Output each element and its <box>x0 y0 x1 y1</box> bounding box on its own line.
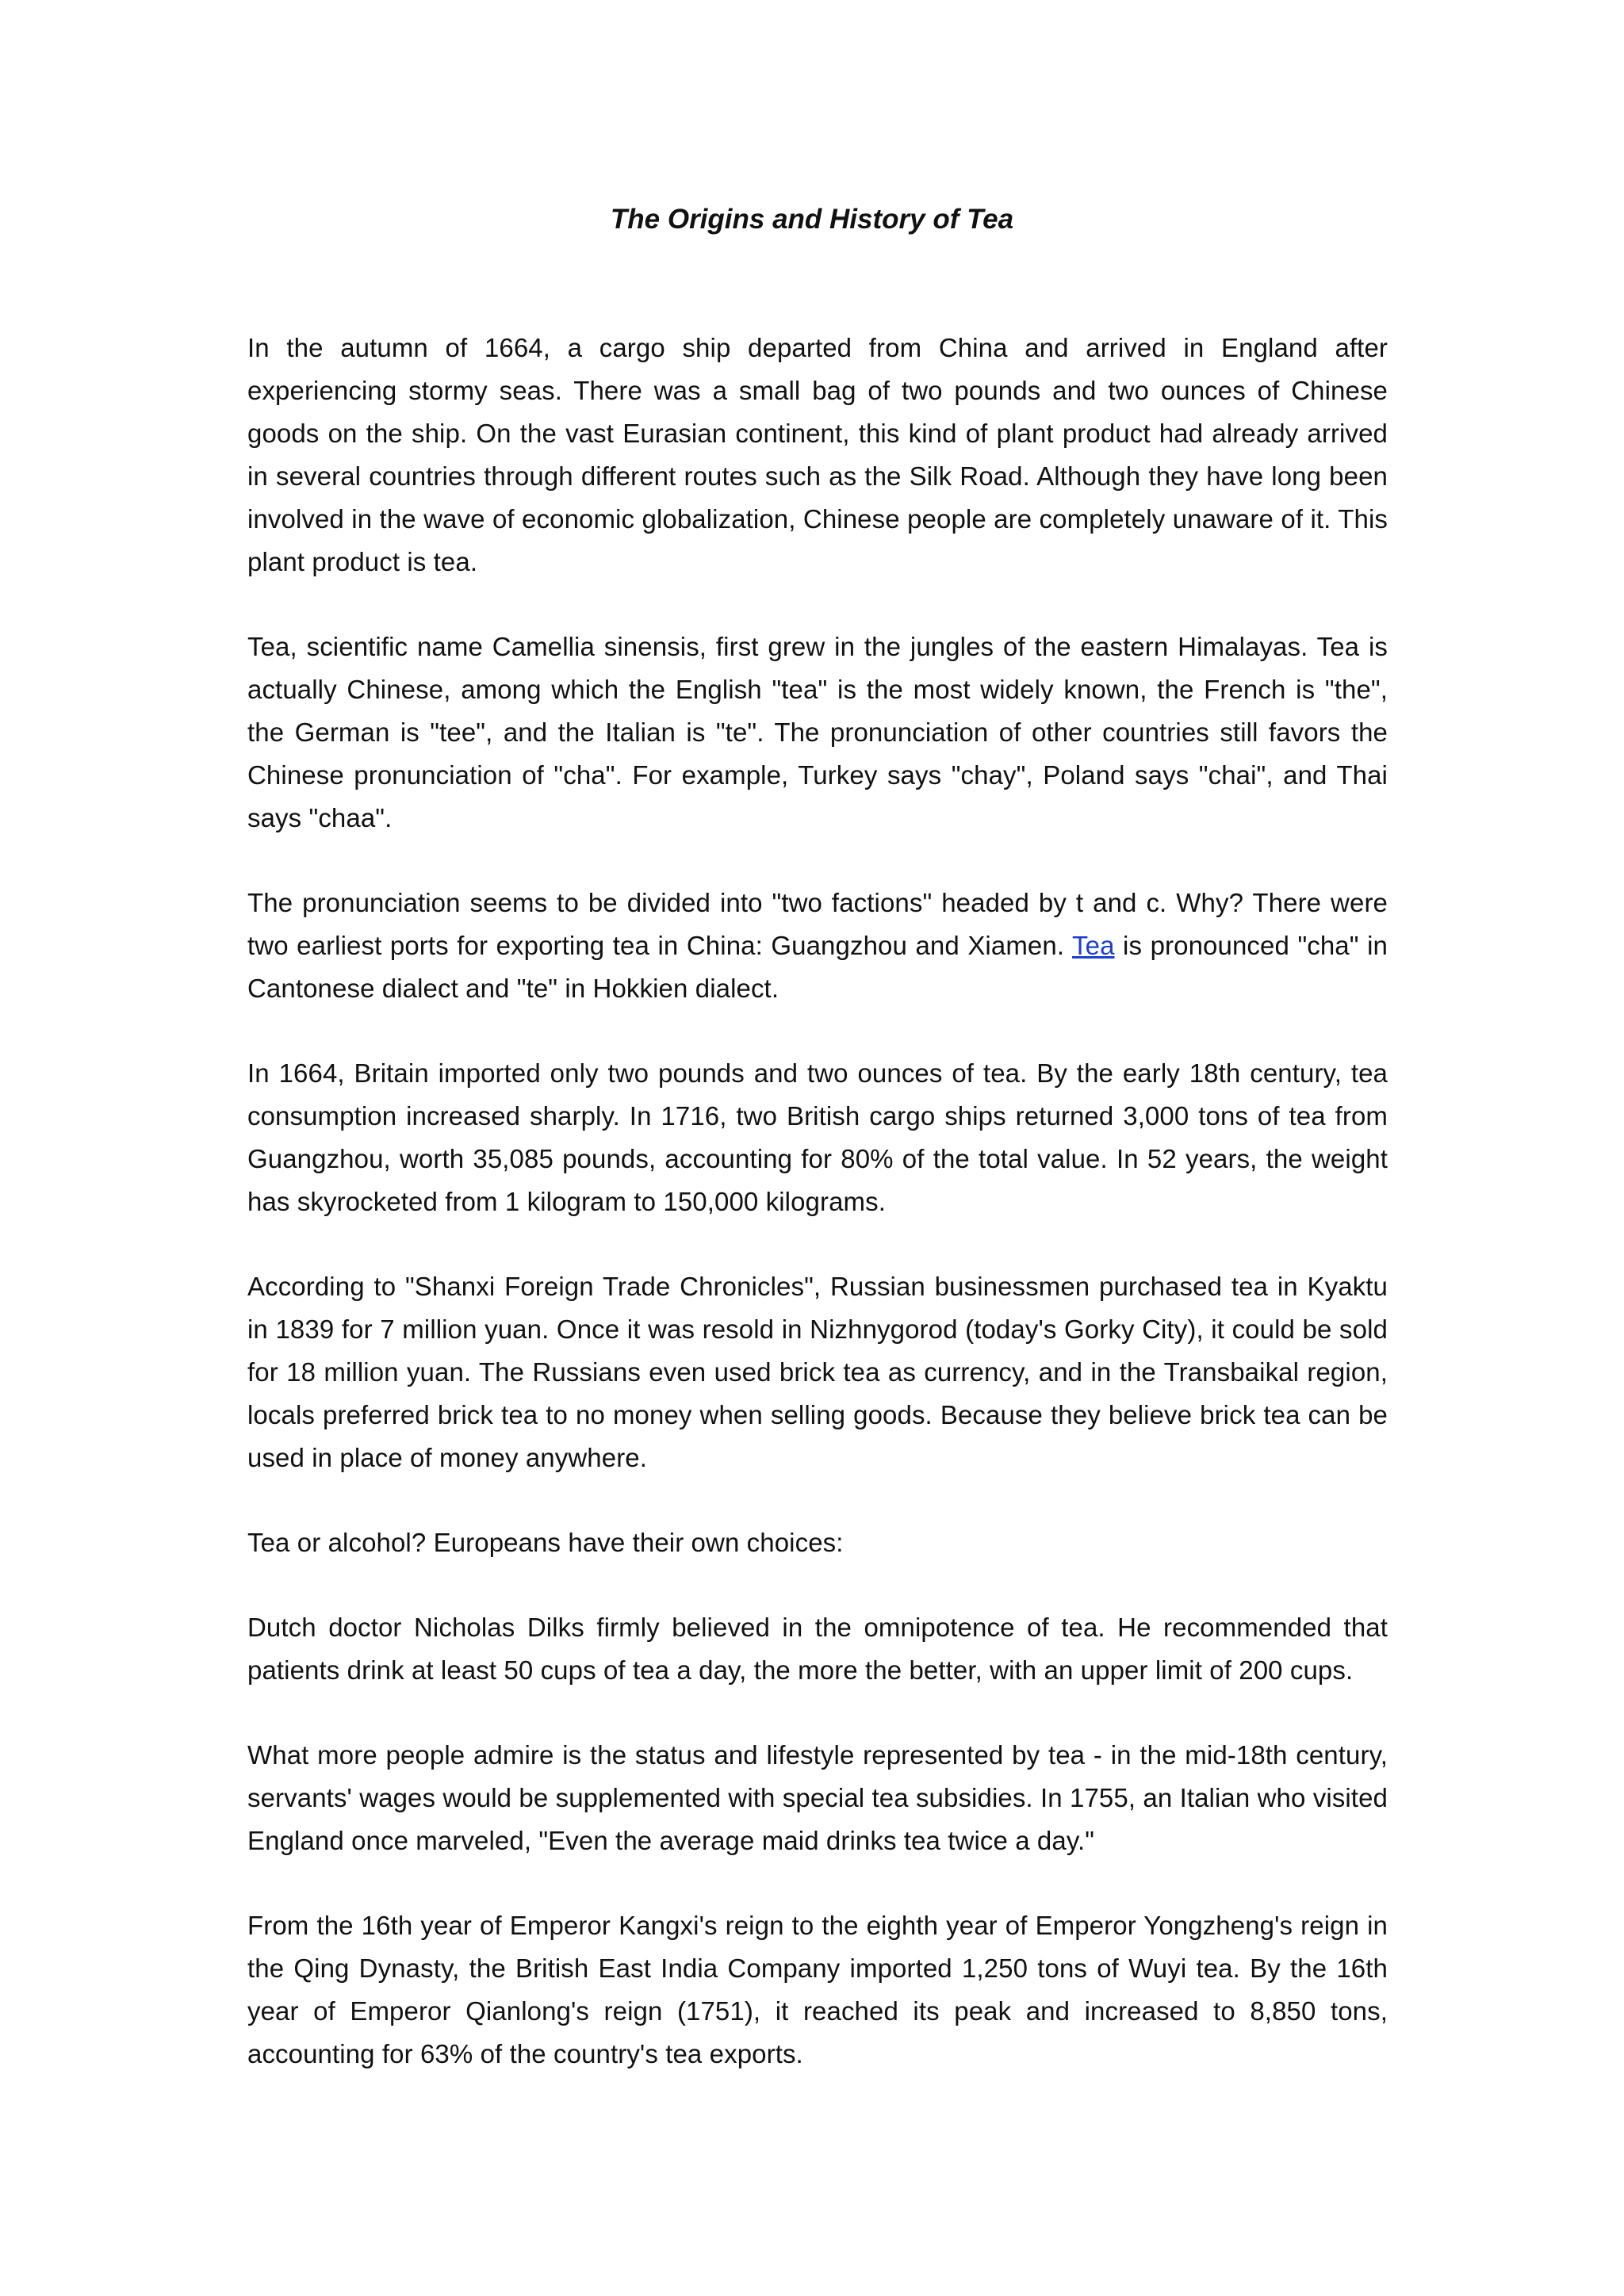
document-title: The Origins and History of Tea <box>610 204 1014 235</box>
tea-link[interactable]: Tea <box>1072 931 1115 960</box>
paragraph-1: In the autumn of 1664, a cargo ship departed from China and arrived in England after experiencing stormy seas. There was a small bag of two pounds and two ounces of Chinese goods on the ship. On the vast Eurasian continent, this kind of plant product had already arrived in several countries through different routes such as the Silk Road. Although they have long been involved in the wave of economic globalization, Chinese people are completely unaware of it. This plant product is tea. <box>247 333 1388 576</box>
paragraph-3 <box>247 882 1388 1010</box>
paragraph-3-text-before: The pronunciation seems to be divided into "two factions" headed by t and c. Why? There were two earliest ports for exporting tea in China: Guangzhou and Xiamen. <box>247 888 1388 960</box>
paragraph-7: Dutch doctor Nicholas Dilks firmly believed in the omnipotence of tea. He recommended that patients drink at least 50 cups of tea a day, the more the better, with an upper limit of 200 cups. <box>247 1613 1388 1685</box>
paragraph-2: Tea, scientific name Camellia sinensis, first grew in the jungles of the eastern Himalayas. Tea is actually Chinese, among which the English "tea" is the most widely known, the French is "the", the German is "tee", and the Italian is "te". The pronunciation of other countries still favors the Chinese pronunciation of "cha". For example, Turkey says "chay", Poland says "chai", and Thai says "chaa". <box>247 632 1388 832</box>
paragraph-6: Tea or alcohol? Europeans have their own choices: <box>247 1528 844 1557</box>
paragraph-5: According to "Shanxi Foreign Trade Chronicles", Russian businessmen purchased tea in Kyaktu in 1839 for 7 million yuan. Once it was resold in Nizhnygorod (today's Gorky City), it could be sold for 18 million yuan. The Russians even used brick tea as currency, and in the Transbaikal region, locals preferred brick tea to no money when selling goods. Because they believe brick tea can be used in place of money anywhere. <box>247 1272 1388 1472</box>
paragraph-8: What more people admire is the status and lifestyle represented by tea - in the mid-18th century, servants' wages would be supplemented with special tea subsidies. In 1755, an Italian who visited England once marveled, "Even the average maid drinks tea twice a day." <box>247 1740 1388 1855</box>
paragraph-9: From the 16th year of Emperor Kangxi's reign to the eighth year of Emperor Yongzheng's reign in the Qing Dynasty, the British East India Company imported 1,250 tons of Wuyi tea. By the 16th year of Emperor Qianlong's reign (1751), it reached its peak and increased to 8,850 tons, accounting for 63% of the country's tea exports. <box>247 1911 1388 2068</box>
paragraph-3-text-after: is pronounced "cha" in Cantonese dialect and "te" in Hokkien dialect. <box>247 931 1388 1003</box>
document-body <box>247 327 1388 2118</box>
paragraph-4: In 1664, Britain imported only two pounds and two ounces of tea. By the early 18th century, tea consumption increased sharply. In 1716, two British cargo ships returned 3,000 tons of tea from Guangzhou, worth 35,085 pounds, accounting for 80% of the total value. In 52 years, the weight has skyrocketed from 1 kilogram to 150,000 kilograms. <box>247 1058 1388 1216</box>
